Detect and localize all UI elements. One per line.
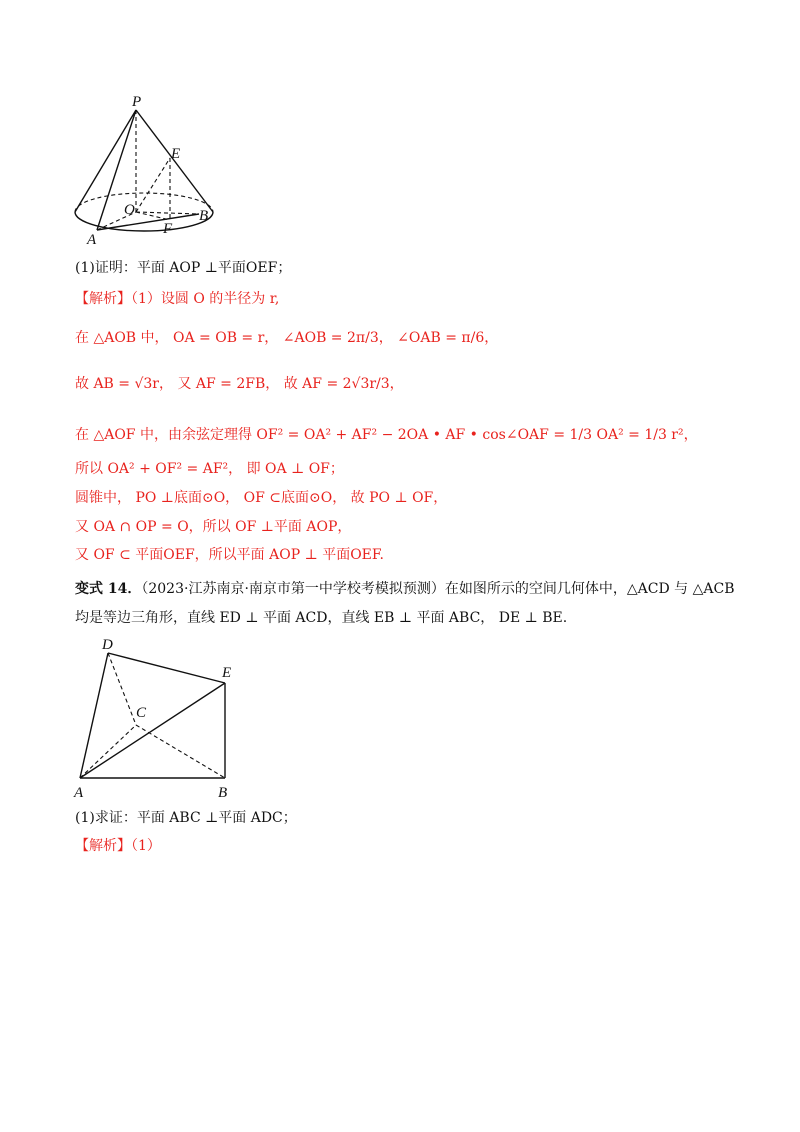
- solution-header: 【解析】（1）设圆 O 的半径为 r,: [75, 291, 280, 307]
- label-a: A: [87, 232, 97, 248]
- label-e2: E: [222, 665, 232, 681]
- part1-question: (1)证明：平面 AOP ⊥平面OEF；: [75, 260, 292, 276]
- label-e: E: [171, 146, 181, 162]
- solution-line-3: 在 △AOF 中，由余弦定理得 OF² = OA² + AF² − 2OA • AF • cos∠OAF = 1/3 OA² = 1/3 r²，: [75, 427, 698, 443]
- solution-line-7: 又 OF ⊂ 平面OEF，所以平面 AOP ⊥ 平面OEF.: [75, 547, 384, 563]
- solution-line-5: 圆锥中， PO ⊥底面⊙O， OF ⊂底面⊙O， 故 PO ⊥ OF，: [75, 490, 448, 506]
- solution-line-1: 在 △AOB 中， OA = OB = r， ∠AOB = 2π/3， ∠OAB = π/6，: [75, 330, 499, 346]
- label-c: C: [136, 705, 147, 721]
- solution-line-2: 故 AB = √3r， 又 AF = 2FB， 故 AF = 2√3r/3，: [75, 376, 404, 392]
- variant-text-2: 均是等边三角形，直线 ED ⊥ 平面 ACD，直线 EB ⊥ 平面 ABC， DE ⊥ BE.: [75, 610, 568, 626]
- solution-line-4: 所以 OA² + OF² = AF²， 即 OA ⊥ OF；: [75, 461, 344, 477]
- label-b: B: [199, 208, 209, 224]
- variant-text-1: 在如图所示的空间几何体中，△ACD 与 △ACB: [444, 581, 735, 597]
- label-o: O: [124, 202, 135, 218]
- spatial-figure: [70, 635, 250, 805]
- variant-label: 变式 14．: [75, 581, 142, 597]
- label-b2: B: [218, 785, 228, 801]
- label-d: D: [102, 637, 113, 653]
- solution2-header: 【解析】（1）: [75, 838, 161, 854]
- label-f: F: [163, 221, 173, 237]
- part2-question: (1)求证：平面 ABC ⊥平面 ADC；: [75, 810, 297, 826]
- solution-line-6: 又 OA ∩ OP = O，所以 OF ⊥平面 AOP，: [75, 519, 352, 535]
- variant-line-1: [75, 579, 734, 599]
- variant-source: （2023·江苏南京·南京市第一中学校考模拟预测）: [141, 581, 445, 597]
- cone-figure: [65, 90, 235, 255]
- label-p: P: [132, 94, 142, 110]
- label-a2: A: [74, 785, 84, 801]
